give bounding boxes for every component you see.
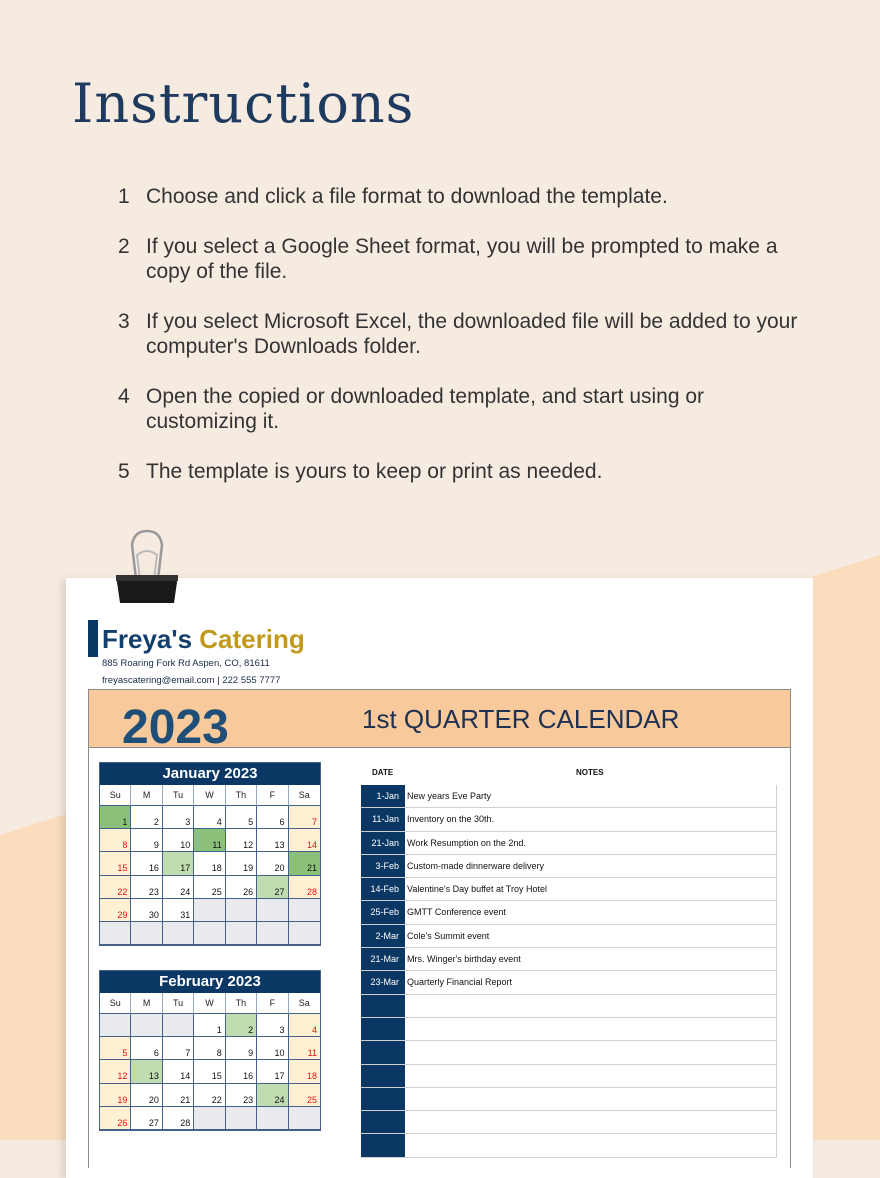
- note-date: 11-Jan: [361, 808, 405, 830]
- day-cell: 15: [194, 1060, 225, 1083]
- empty-day-cell: [131, 922, 162, 945]
- empty-day-cell: [194, 1107, 225, 1130]
- day-cell: 21: [163, 1084, 194, 1107]
- note-text: Inventory on the 30th.: [405, 808, 777, 830]
- weekday-header: F: [257, 993, 288, 1014]
- note-text: [405, 1065, 777, 1087]
- note-text: Cole's Summit event: [405, 925, 777, 947]
- day-cell: 1: [194, 1014, 225, 1037]
- day-cell: 4: [289, 1014, 320, 1037]
- instruction-step: [118, 234, 818, 284]
- day-cell: 22: [194, 1084, 225, 1107]
- note-text: Quarterly Financial Report: [405, 971, 777, 993]
- note-date: 3-Feb: [361, 855, 405, 877]
- event-day-cell: 17: [163, 852, 194, 875]
- day-cell: 19: [100, 1084, 131, 1107]
- note-text: [405, 1088, 777, 1110]
- empty-day-cell: [194, 922, 225, 945]
- note-date: 23-Mar: [361, 971, 405, 993]
- note-date: [361, 1111, 405, 1133]
- note-date: 2-Mar: [361, 925, 405, 947]
- empty-day-cell: [289, 922, 320, 945]
- empty-day-cell: [163, 1014, 194, 1037]
- date-column-header: DATE: [372, 768, 394, 777]
- notes-column-header: NOTES: [576, 768, 604, 777]
- weekday-header: W: [194, 993, 225, 1014]
- notes-row: [361, 1111, 777, 1134]
- day-cell: 5: [100, 1037, 131, 1060]
- event-day-cell: 27: [257, 876, 288, 899]
- event-day-cell: 1: [100, 806, 131, 829]
- instruction-step: [118, 184, 818, 209]
- empty-day-cell: [289, 899, 320, 922]
- month-grid: [100, 993, 320, 1130]
- note-date: [361, 1041, 405, 1063]
- weekday-header: W: [194, 785, 225, 806]
- note-date: 14-Feb: [361, 878, 405, 900]
- notes-row: [361, 1134, 777, 1157]
- day-cell: 16: [226, 1060, 257, 1083]
- note-text: [405, 995, 777, 1017]
- page-title: Instructions: [72, 72, 415, 135]
- day-cell: 3: [257, 1014, 288, 1037]
- step-number: 1: [118, 185, 130, 208]
- step-number: 3: [118, 310, 130, 333]
- notes-row: [361, 1088, 777, 1111]
- event-day-cell: 21: [289, 852, 320, 875]
- note-date: [361, 995, 405, 1017]
- day-cell: 25: [289, 1084, 320, 1107]
- day-cell: 19: [226, 852, 257, 875]
- weekday-header: M: [131, 993, 162, 1014]
- step-number: 2: [118, 235, 130, 258]
- empty-day-cell: [257, 1107, 288, 1130]
- weekday-header: Su: [100, 993, 131, 1014]
- notes-row: [361, 925, 777, 948]
- day-cell: 28: [163, 1107, 194, 1130]
- day-cell: 20: [131, 1084, 162, 1107]
- instruction-step: [118, 459, 818, 484]
- day-cell: 3: [163, 806, 194, 829]
- note-date: 21-Jan: [361, 832, 405, 854]
- instruction-step: [118, 384, 818, 434]
- weekday-header: Tu: [163, 785, 194, 806]
- company-name-part2: Catering: [199, 624, 305, 654]
- note-date: [361, 1088, 405, 1110]
- day-cell: 17: [257, 1060, 288, 1083]
- empty-day-cell: [100, 1014, 131, 1037]
- step-number: 4: [118, 385, 130, 408]
- event-day-cell: 13: [131, 1060, 162, 1083]
- day-cell: 12: [100, 1060, 131, 1083]
- notes-row: [361, 808, 777, 831]
- step-number: 5: [118, 460, 130, 483]
- note-date: 25-Feb: [361, 901, 405, 923]
- day-cell: 4: [194, 806, 225, 829]
- day-cell: 9: [131, 829, 162, 852]
- company-address: 885 Roaring Fork Rd Aspen, CO, 81611: [102, 658, 270, 669]
- notes-row: [361, 1065, 777, 1088]
- empty-day-cell: [226, 922, 257, 945]
- day-cell: 26: [226, 876, 257, 899]
- month-calendar-january: [99, 762, 321, 946]
- step-text: Choose and click a file format to download the template.: [146, 185, 668, 208]
- day-cell: 15: [100, 852, 131, 875]
- event-day-cell: 24: [257, 1084, 288, 1107]
- step-text: The template is yours to keep or print as needed.: [146, 460, 603, 483]
- empty-day-cell: [226, 899, 257, 922]
- day-cell: 18: [289, 1060, 320, 1083]
- day-cell: 24: [163, 876, 194, 899]
- empty-day-cell: [100, 922, 131, 945]
- day-cell: 10: [163, 829, 194, 852]
- calendar-title: 1st QUARTER CALENDAR: [362, 704, 680, 734]
- notes-row: [361, 878, 777, 901]
- logo-bar: [88, 620, 98, 657]
- day-cell: 29: [100, 899, 131, 922]
- day-cell: 31: [163, 899, 194, 922]
- weekday-header: M: [131, 785, 162, 806]
- notes-row: [361, 1018, 777, 1041]
- event-day-cell: 11: [194, 829, 225, 852]
- notes-row: [361, 832, 777, 855]
- notes-table: [361, 785, 777, 1158]
- note-text: Custom-made dinnerware delivery: [405, 855, 777, 877]
- empty-day-cell: [289, 1107, 320, 1130]
- empty-day-cell: [257, 899, 288, 922]
- day-cell: 5: [226, 806, 257, 829]
- company-name: [102, 624, 305, 655]
- day-cell: 10: [257, 1037, 288, 1060]
- empty-day-cell: [226, 1107, 257, 1130]
- note-text: Mrs. Winger's birthday event: [405, 948, 777, 970]
- day-cell: 25: [194, 876, 225, 899]
- note-date: [361, 1065, 405, 1087]
- notes-row: [361, 901, 777, 924]
- day-cell: 23: [226, 1084, 257, 1107]
- day-cell: 8: [100, 829, 131, 852]
- step-text: Open the copied or downloaded template, and start using or customizing it.: [146, 385, 705, 433]
- step-text: If you select a Google Sheet format, you will be prompted to make a copy of the file.: [146, 235, 778, 283]
- month-title: January 2023: [100, 763, 320, 785]
- day-cell: 11: [289, 1037, 320, 1060]
- instruction-step: [118, 309, 818, 359]
- day-cell: 14: [163, 1060, 194, 1083]
- note-date: [361, 1018, 405, 1040]
- note-text: [405, 1041, 777, 1063]
- weekday-header: Sa: [289, 993, 320, 1014]
- notes-row: [361, 995, 777, 1018]
- event-day-cell: 2: [226, 1014, 257, 1037]
- month-calendar-february: [99, 970, 321, 1131]
- day-cell: 23: [131, 876, 162, 899]
- note-date: 21-Mar: [361, 948, 405, 970]
- weekday-header: Sa: [289, 785, 320, 806]
- empty-day-cell: [163, 922, 194, 945]
- step-text: If you select Microsoft Excel, the downloaded file will be added to your computer's Downloads folder.: [146, 310, 798, 358]
- month-grid: [100, 785, 320, 945]
- note-text: New years Eve Party: [405, 785, 777, 807]
- weekday-header: F: [257, 785, 288, 806]
- empty-day-cell: [194, 899, 225, 922]
- note-text: Valentine's Day buffet at Troy Hotel: [405, 878, 777, 900]
- notes-row: [361, 948, 777, 971]
- company-name-part1: Freya's: [102, 624, 193, 654]
- day-cell: 13: [257, 829, 288, 852]
- empty-day-cell: [257, 922, 288, 945]
- day-cell: 27: [131, 1107, 162, 1130]
- weekday-header: Tu: [163, 993, 194, 1014]
- empty-day-cell: [131, 1014, 162, 1037]
- notes-row: [361, 1041, 777, 1064]
- day-cell: 30: [131, 899, 162, 922]
- year-label: 2023: [122, 701, 229, 754]
- note-text: GMTT Conference event: [405, 901, 777, 923]
- day-cell: 20: [257, 852, 288, 875]
- day-cell: 7: [289, 806, 320, 829]
- note-text: Work Resumption on the 2nd.: [405, 832, 777, 854]
- day-cell: 26: [100, 1107, 131, 1130]
- note-text: [405, 1134, 777, 1156]
- day-cell: 7: [163, 1037, 194, 1060]
- day-cell: 6: [257, 806, 288, 829]
- day-cell: 6: [131, 1037, 162, 1060]
- note-date: 1-Jan: [361, 785, 405, 807]
- day-cell: 8: [194, 1037, 225, 1060]
- day-cell: 18: [194, 852, 225, 875]
- note-date: [361, 1134, 405, 1156]
- note-text: [405, 1111, 777, 1133]
- day-cell: 16: [131, 852, 162, 875]
- binder-clip-icon: [112, 527, 182, 609]
- day-cell: 14: [289, 829, 320, 852]
- company-contact: freyascatering@email.com | 222 555 7777: [102, 675, 281, 686]
- weekday-header: Th: [226, 993, 257, 1014]
- weekday-header: Th: [226, 785, 257, 806]
- day-cell: 2: [131, 806, 162, 829]
- day-cell: 12: [226, 829, 257, 852]
- notes-row: [361, 855, 777, 878]
- notes-row: [361, 971, 777, 994]
- notes-row: [361, 785, 777, 808]
- month-title: February 2023: [100, 971, 320, 993]
- day-cell: 22: [100, 876, 131, 899]
- weekday-header: Su: [100, 785, 131, 806]
- day-cell: 9: [226, 1037, 257, 1060]
- note-text: [405, 1018, 777, 1040]
- day-cell: 28: [289, 876, 320, 899]
